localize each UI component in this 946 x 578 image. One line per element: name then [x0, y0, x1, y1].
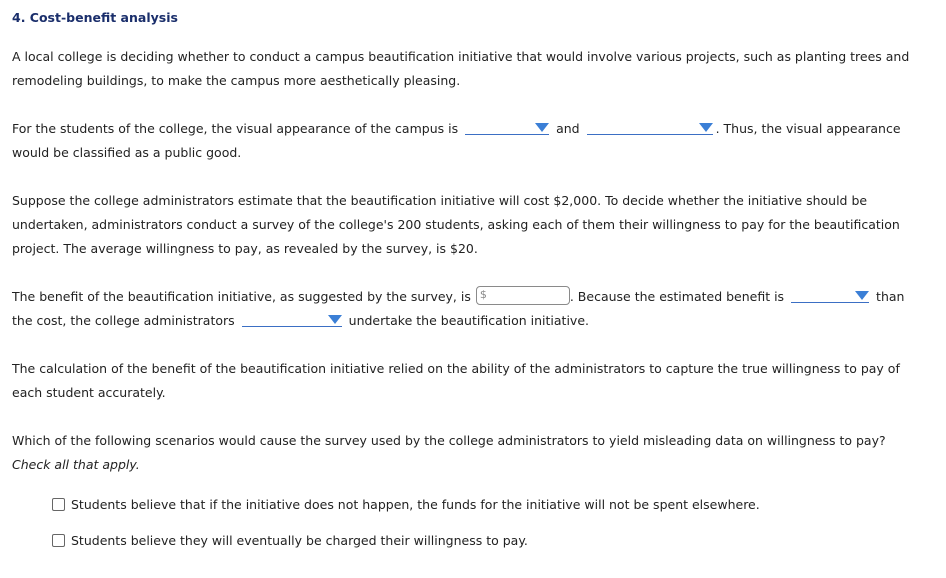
q3-prompt: Which of the following scenarios would cause the survey used by the college administrators to yield misleading data on willingness to pay? [12, 433, 886, 448]
question-title: 4. Cost-benefit analysis [12, 10, 178, 25]
chevron-down-icon [535, 123, 549, 132]
benefit-question [12, 285, 927, 333]
chevron-down-icon [328, 315, 342, 324]
public-good-question [12, 117, 927, 165]
chevron-down-icon [855, 291, 869, 300]
calculation-note: The calculation of the benefit of the beautification initiative relied on the ability of the administrators to capture the true willingness to pay of each student accurately. [12, 361, 900, 400]
checkbox[interactable] [52, 534, 65, 547]
option-funds-not-spent[interactable] [52, 495, 760, 515]
q2-text-after: undertake the beautification initiative. [348, 313, 589, 328]
q1-and-text: and [556, 121, 580, 136]
comparison-dropdown[interactable] [791, 288, 869, 303]
scenario-paragraph: Suppose the college administrators estimate that the beautification initiative will cost $2,000. To decide whether the initiative should be undertaken, administrators conduct a survey of the college's 200 students, asking each of them their willingness to pay for the beautification project. The average willingness to pay, as revealed by the survey, is $20. [12, 193, 900, 256]
intro-paragraph: A local college is deciding whether to conduct a campus beautification initiative that would involve various projects, such as planting trees and remodeling buildings, to make the campus more aesthetically pleasing. [12, 49, 910, 88]
decision-dropdown[interactable] [242, 312, 342, 327]
option-label: Students believe that if the initiative does not happen, the funds for the initiative will not be spent elsewhere. [71, 497, 760, 512]
q1-text-before: For the students of the college, the visual appearance of the campus is [12, 121, 459, 136]
option-charged-wtp[interactable] [52, 531, 528, 551]
chevron-down-icon [699, 123, 713, 132]
rivalry-dropdown[interactable] [465, 120, 549, 135]
survey-question [12, 429, 927, 477]
q3-instruction: Check all that apply. [12, 457, 140, 472]
q2-than-text: than the cost, the college administrators [12, 289, 905, 328]
q2-text-before: The benefit of the beautification initiative, as suggested by the survey, is [12, 289, 471, 304]
checkbox[interactable] [52, 498, 65, 511]
excludability-dropdown[interactable] [587, 120, 713, 135]
dollar-sign: $ [479, 288, 487, 301]
q2-text-mid: . Because the estimated benefit is [569, 289, 785, 304]
q1-text-after: . Thus, the visual appearance would be classified as a public good. [12, 121, 901, 160]
benefit-amount-input[interactable] [476, 286, 570, 305]
option-label: Students believe they will eventually be charged their willingness to pay. [71, 533, 528, 548]
